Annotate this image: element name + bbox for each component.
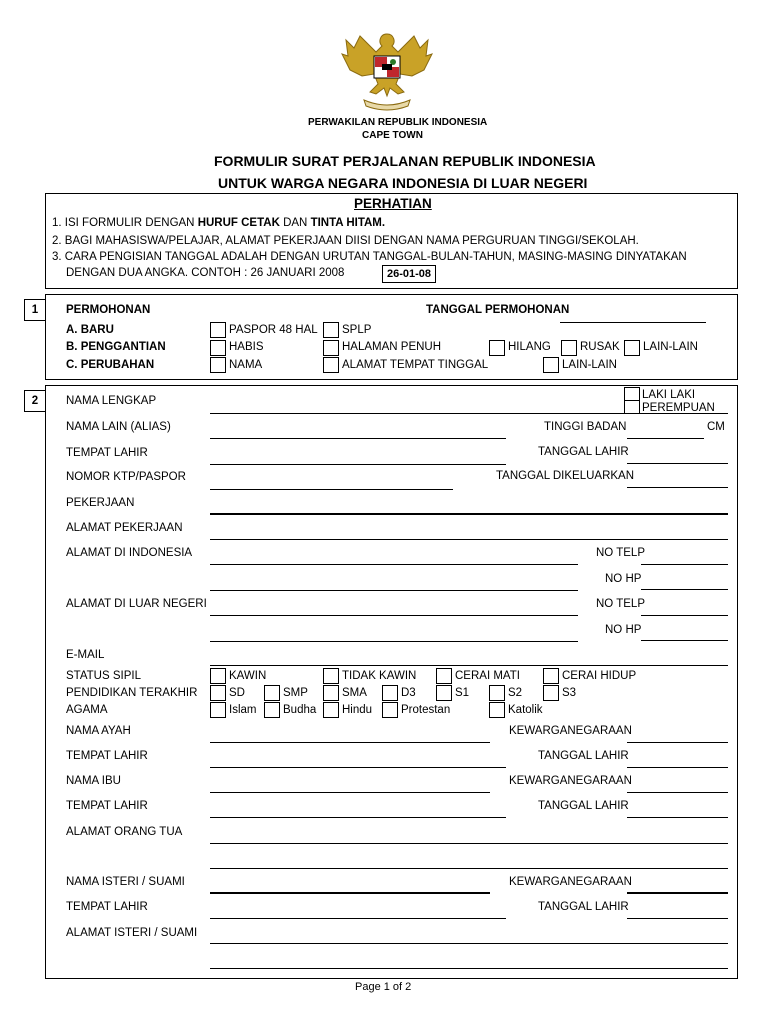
tempat-lahir-pasangan-line[interactable] xyxy=(210,918,506,919)
office-name: PERWAKILAN REPUBLIK INDONESIA xyxy=(308,117,488,128)
tanggal-lahir-label: TANGGAL LAHIR xyxy=(538,446,629,458)
tanggal-lahir-ibu-label: TANGGAL LAHIR xyxy=(538,800,629,812)
no-hp-2-line[interactable] xyxy=(641,640,728,641)
checkbox-s1[interactable] xyxy=(436,685,452,701)
checkbox-perempuan[interactable] xyxy=(624,400,640,414)
checkbox-islam[interactable] xyxy=(210,702,226,718)
tidak-kawin-label: TIDAK KAWIN xyxy=(342,670,417,682)
tanggal-lahir-pasangan-label: TANGGAL LAHIR xyxy=(538,901,629,913)
checkbox-paspor48[interactable] xyxy=(210,322,226,338)
nama-ayah-line[interactable] xyxy=(210,742,490,743)
tinggi-badan-label: TINGGI BADAN xyxy=(544,421,627,433)
alamat-pasangan-label: ALAMAT ISTERI / SUAMI xyxy=(66,927,198,939)
checkbox-smp[interactable] xyxy=(264,685,280,701)
checkbox-d3[interactable] xyxy=(382,685,398,701)
sd-label: SD xyxy=(229,687,245,699)
garuda-emblem-icon xyxy=(340,26,434,114)
alamat-pasangan-line-1[interactable] xyxy=(210,943,728,944)
alamat-luar-line-2[interactable] xyxy=(210,641,578,642)
checkbox-rusak[interactable] xyxy=(561,340,577,356)
nama-ibu-line[interactable] xyxy=(210,792,490,793)
lain-lain-label: LAIN-LAIN xyxy=(643,341,698,353)
tanggal-permohonan-label: TANGGAL PERMOHONAN xyxy=(426,304,570,316)
protestan-label: Protestan xyxy=(401,704,451,716)
d3-label: D3 xyxy=(401,687,416,699)
checkbox-nama[interactable] xyxy=(210,357,226,373)
smp-label: SMP xyxy=(283,687,308,699)
alamat-luar-line-1[interactable] xyxy=(210,615,578,616)
paspor48-label: PASPOR 48 HAL xyxy=(229,324,318,336)
lain-lain-2-label: LAIN-LAIN xyxy=(562,359,617,371)
kewarganegaraan-3-label: KEWARGANEGARAAN xyxy=(509,876,632,888)
tanggal-lahir-line[interactable] xyxy=(627,463,728,464)
nama-label: NAMA xyxy=(229,359,263,371)
checkbox-halaman-penuh[interactable] xyxy=(323,340,339,356)
kewarganegaraan-2-label: KEWARGANEGARAAN xyxy=(509,775,632,787)
checkbox-sma[interactable] xyxy=(323,685,339,701)
checkbox-s2[interactable] xyxy=(489,685,505,701)
tanggal-lahir-ibu-line[interactable] xyxy=(627,817,728,818)
checkbox-lain-lain[interactable] xyxy=(624,340,640,356)
kewarganegaraan-1-line[interactable] xyxy=(627,742,728,743)
tempat-lahir-line[interactable] xyxy=(210,464,506,465)
tempat-lahir-pasangan-label: TEMPAT LAHIR xyxy=(66,901,148,913)
tanggal-dikeluarkan-label: TANGGAL DIKELUARKAN xyxy=(496,470,635,482)
notice-item-1: 1. ISI FORMULIR DENGAN HURUF CETAK DAN TINTA HITAM. xyxy=(52,217,386,229)
tanggal-dikeluarkan-line[interactable] xyxy=(627,487,728,488)
s2-label: S2 xyxy=(508,687,523,699)
tempat-lahir-ibu-label: TEMPAT LAHIR xyxy=(66,800,148,812)
pekerjaan-label: PEKERJAAN xyxy=(66,497,135,509)
checkbox-sd[interactable] xyxy=(210,685,226,701)
splp-label: SPLP xyxy=(342,324,372,336)
no-hp-2-label: NO HP xyxy=(605,624,642,636)
tempat-lahir-ibu-line[interactable] xyxy=(210,817,506,818)
checkbox-splp[interactable] xyxy=(323,322,339,338)
rusak-label: RUSAK xyxy=(580,341,620,353)
no-hp-label: NO HP xyxy=(605,573,642,585)
nama-lain-label: NAMA LAIN (ALIAS) xyxy=(66,421,171,433)
tanggal-lahir-pasangan-line[interactable] xyxy=(627,918,728,919)
section-2-number: 2 xyxy=(24,390,46,412)
alamat-luar-label: ALAMAT DI LUAR NEGERI xyxy=(66,598,207,610)
checkbox-hilang[interactable] xyxy=(489,340,505,356)
alamat-ortu-line-2[interactable] xyxy=(210,868,728,869)
form-title-line2: UNTUK WARGA NEGARA INDONESIA DI LUAR NEGERI xyxy=(218,175,588,191)
checkbox-lain-lain-2[interactable] xyxy=(543,357,559,373)
checkbox-s3[interactable] xyxy=(543,685,559,701)
no-telp-label: NO TELP xyxy=(596,547,645,559)
alamat-ortu-label: ALAMAT ORANG TUA xyxy=(66,826,183,838)
permohonan-label: PERMOHONAN xyxy=(66,304,151,316)
page-number: Page 1 of 2 xyxy=(355,981,412,993)
notice-item-3-line2: DENGAN DUA ANGKA. CONTOH : 26 JANUARI 2008 xyxy=(66,267,345,279)
hindu-label: Hindu xyxy=(342,704,373,716)
tempat-lahir-label: TEMPAT LAHIR xyxy=(66,447,148,459)
no-hp-line[interactable] xyxy=(641,589,728,590)
notice-heading: PERHATIAN xyxy=(354,196,432,211)
opt-c-label: C. PERUBAHAN xyxy=(66,359,155,371)
checkbox-kawin[interactable] xyxy=(210,668,226,684)
kewarganegaraan-3-line[interactable] xyxy=(627,892,728,894)
habis-label: HABIS xyxy=(229,341,264,353)
checkbox-protestan[interactable] xyxy=(382,702,398,718)
s1-label: S1 xyxy=(455,687,470,699)
budha-label: Budha xyxy=(283,704,317,716)
notice-item-2: 2. BAGI MAHASISWA/PELAJAR, ALAMAT PEKERJAAN DIISI DENGAN NAMA PERGURUAN TINGGI/SEKOLAH. xyxy=(52,235,639,247)
alamat-tempat-tinggal-label: ALAMAT TEMPAT TINGGAL xyxy=(342,359,489,371)
alamat-indonesia-line-2[interactable] xyxy=(210,590,578,591)
tempat-lahir-ayah-line[interactable] xyxy=(210,767,506,768)
alamat-indonesia-line-1[interactable] xyxy=(210,564,578,565)
nama-ibu-label: NAMA IBU xyxy=(66,775,121,787)
alamat-pekerjaan-line[interactable] xyxy=(210,539,728,540)
s3-label: S3 xyxy=(562,687,577,699)
nama-lengkap-label: NAMA LENGKAP xyxy=(66,395,157,407)
laki-laki-label: LAKI LAKI xyxy=(642,389,696,401)
checkbox-alamat-tempat-tinggal[interactable] xyxy=(323,357,339,373)
nomor-ktp-line[interactable] xyxy=(210,489,453,490)
office-city: CAPE TOWN xyxy=(362,130,423,141)
alamat-indonesia-label: ALAMAT DI INDONESIA xyxy=(66,547,193,559)
checkbox-cerai-hidup[interactable] xyxy=(543,668,559,684)
checkbox-budha[interactable] xyxy=(264,702,280,718)
checkbox-habis[interactable] xyxy=(210,340,226,356)
email-line[interactable] xyxy=(210,665,728,666)
perempuan-label: PEREMPUAN xyxy=(642,402,715,414)
kawin-label: KAWIN xyxy=(229,670,267,682)
nomor-ktp-label: NOMOR KTP/PASPOR xyxy=(66,471,186,483)
nama-ayah-label: NAMA AYAH xyxy=(66,725,131,737)
hilang-label: HILANG xyxy=(508,341,551,353)
alamat-ortu-line-1[interactable] xyxy=(210,843,728,844)
no-telp-2-line[interactable] xyxy=(641,615,728,616)
checkbox-katolik[interactable] xyxy=(489,702,505,718)
tinggi-badan-line[interactable] xyxy=(627,438,704,439)
tanggal-permohonan-line[interactable] xyxy=(560,322,706,323)
opt-b-label: B. PENGGANTIAN xyxy=(66,341,166,353)
tanggal-lahir-ayah-line[interactable] xyxy=(627,767,728,768)
nama-pasangan-label: NAMA ISTERI / SUAMI xyxy=(66,876,185,888)
notice-item-3-line1: 3. CARA PENGISIAN TANGGAL ADALAH DENGAN URUTAN TANGGAL-BULAN-TAHUN, MASING-MASING DINYATAKAN xyxy=(52,251,687,263)
checkbox-cerai-mati[interactable] xyxy=(436,668,452,684)
cm-label: CM xyxy=(707,421,725,433)
cerai-mati-label: CERAI MATI xyxy=(455,670,520,682)
nama-pasangan-line[interactable] xyxy=(210,892,490,894)
pendidikan-label: PENDIDIKAN TERAKHIR xyxy=(66,687,198,699)
islam-label: Islam xyxy=(229,704,257,716)
example-date-box: 26-01-08 xyxy=(382,265,436,283)
tempat-lahir-ayah-label: TEMPAT LAHIR xyxy=(66,750,148,762)
pekerjaan-line[interactable] xyxy=(210,513,728,515)
sma-label: SMA xyxy=(342,687,367,699)
email-label: E-MAIL xyxy=(66,649,105,661)
no-telp-2-label: NO TELP xyxy=(596,598,645,610)
cerai-hidup-label: CERAI HIDUP xyxy=(562,670,637,682)
agama-label: AGAMA xyxy=(66,704,108,716)
status-sipil-label: STATUS SIPIL xyxy=(66,670,141,682)
opt-a-label: A. BARU xyxy=(66,324,114,336)
form-title-line1: FORMULIR SURAT PERJALANAN REPUBLIK INDONESIA xyxy=(214,153,596,169)
kewarganegaraan-1-label: KEWARGANEGARAAN xyxy=(509,725,632,737)
katolik-label: Katolik xyxy=(508,704,543,716)
halaman-penuh-label: HALAMAN PENUH xyxy=(342,341,442,353)
checkbox-tidak-kawin[interactable] xyxy=(323,668,339,684)
alamat-pasangan-line-2[interactable] xyxy=(210,968,728,969)
kewarganegaraan-2-line[interactable] xyxy=(627,792,728,793)
section-1-number: 1 xyxy=(24,299,46,321)
checkbox-hindu[interactable] xyxy=(323,702,339,718)
alamat-pekerjaan-label: ALAMAT PEKERJAAN xyxy=(66,522,183,534)
no-telp-line[interactable] xyxy=(641,564,728,565)
nama-lain-line[interactable] xyxy=(210,438,506,439)
tanggal-lahir-ayah-label: TANGGAL LAHIR xyxy=(538,750,629,762)
